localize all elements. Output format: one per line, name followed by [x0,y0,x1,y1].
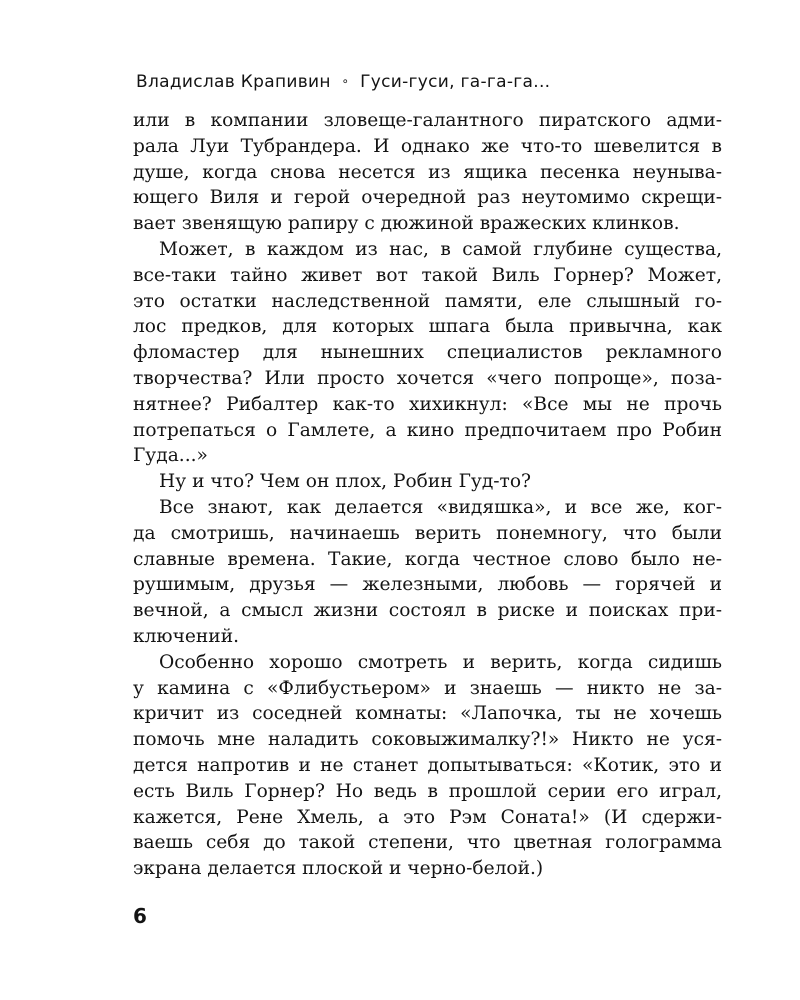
text-line: рушимым, друзья — железными, любовь — горячей и [133,574,722,596]
text-line: кричит из соседней комнаты: «Лапочка, ты не хочешь [133,703,722,725]
text-line: фломастер для нынешних специалистов рекламного [133,342,722,364]
text-line: ваешь себя до такой степени, что цветная голограмма [133,832,722,854]
text-line: душе, когда снова несется из ящика песенка неуныва- [133,161,722,183]
text-line: это остатки наследственной памяти, еле слышный го- [133,290,722,312]
text-line: нятнее? Рибалтер как-то хихикнул: «Все мы не прочь [133,393,722,415]
text-line: потрепаться о Гамлете, а кино предпочитаем про Робин [133,419,722,441]
text-line: лос предков, для которых шпага была привычна, как [133,316,722,338]
text-line: ющего Виля и герой очередной раз неутомимо скрещи- [133,187,722,209]
text-line: Особенно хорошо смотреть и верить, когда сидишь [159,651,722,673]
paragraph [133,237,722,469]
body-text [133,108,722,882]
text-line: помочь мне наладить соковыжималку?!» Никто не уся- [133,729,722,751]
text-line: вает звенящую рапиру с дюжиной вражеских клинков. [133,213,680,235]
running-head-author: Владислав Крапивин [136,72,331,92]
text-line: у камина с «Флибустьером» и знаешь — никто не за- [133,677,722,699]
paragraph [133,469,722,495]
text-line: Все знают, как делается «видяшка», и все же, ког- [159,496,722,518]
text-line: вечной, а смысл жизни состоял в риске и поисках при- [133,600,722,622]
text-line: Гуда...» [133,445,208,467]
running-head [136,72,550,92]
page-number: 6 [133,904,147,928]
text-line: все-таки тайно живет вот такой Виль Горнер? Может, [133,264,722,286]
text-line: есть Виль Горнер? Но ведь в прошлой серии его играл, [133,780,722,802]
text-line: творчества? Или просто хочется «чего попроще», поза- [133,367,722,389]
paragraph [133,650,722,882]
text-line: ключений. [133,625,240,647]
text-line: дется напротив и не станет допытываться: «Котик, это и [133,754,722,776]
running-head-separator: ∘ [341,74,350,88]
text-line: Может, в каждом из нас, в самой глубине существа, [159,238,722,260]
text-line: рала Луи Тубрандера. И однако же что-то шевелится в [133,135,722,157]
text-line: Ну и что? Чем он плох, Робин Гуд-то? [159,471,532,493]
running-head-title: Гуси-гуси, га-га-га... [360,72,551,92]
paragraph [133,108,722,237]
text-line: да смотришь, начинаешь верить понемногу, что были [133,522,722,544]
text-line: славные времена. Такие, когда честное слово было не- [133,548,722,570]
text-line: экрана делается плоской и черно-белой.) [133,858,544,880]
text-line: кажется, Рене Хмель, а это Рэм Соната!» (И сдержи- [133,806,722,828]
text-line: или в компании зловеще-галантного пиратского адми- [133,110,722,131]
paragraph [133,495,722,650]
